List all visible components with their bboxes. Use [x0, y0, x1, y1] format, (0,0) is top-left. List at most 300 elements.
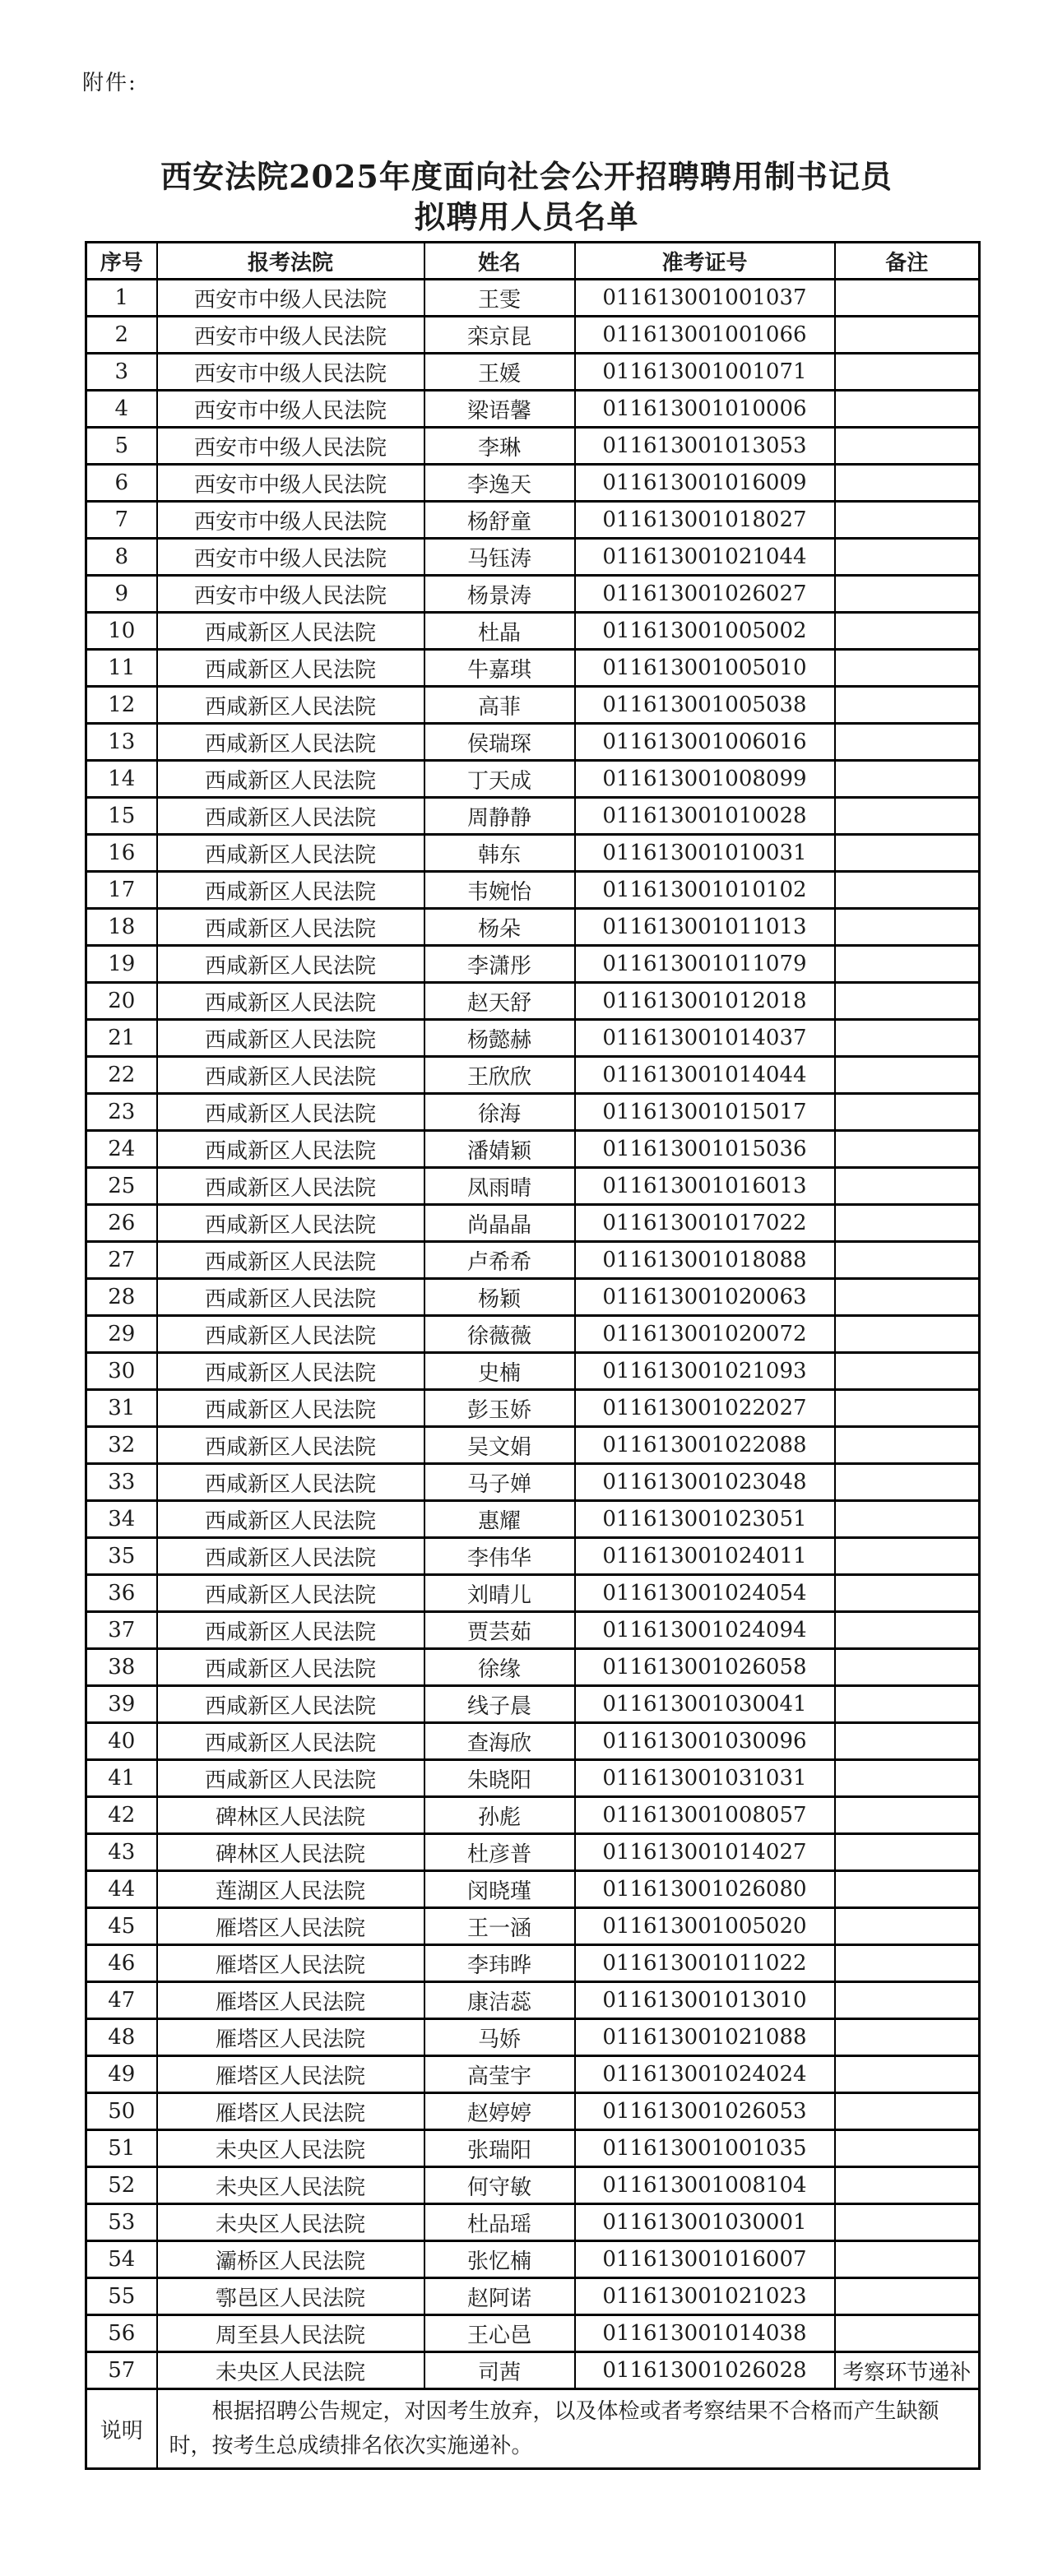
cell-seq: 47 — [86, 1982, 157, 2019]
table-row — [86, 1723, 980, 1760]
cell-remark — [835, 2241, 980, 2278]
note-row — [86, 2389, 980, 2469]
cell-seq: 27 — [86, 1242, 157, 1279]
cell-court: 西咸新区人民法院 — [157, 1464, 424, 1501]
cell-remark — [835, 2315, 980, 2352]
cell-name: 李伟华 — [424, 1538, 575, 1575]
cell-remark — [835, 909, 980, 946]
table-row — [86, 2278, 980, 2315]
table-row — [86, 1464, 980, 1501]
cell-remark — [835, 1094, 980, 1131]
cell-remark — [835, 1131, 980, 1168]
header-remark: 备注 — [835, 243, 980, 280]
cell-ticket: 011613001020063 — [575, 1279, 835, 1316]
cell-ticket: 011613001010028 — [575, 798, 835, 835]
cell-seq: 52 — [86, 2167, 157, 2204]
table-row — [86, 1538, 980, 1575]
cell-name: 何守敏 — [424, 2167, 575, 2204]
table-row — [86, 687, 980, 724]
cell-name: 高莹宇 — [424, 2056, 575, 2093]
cell-ticket: 011613001014037 — [575, 1020, 835, 1057]
cell-seq: 41 — [86, 1760, 157, 1797]
cell-court: 西咸新区人民法院 — [157, 1242, 424, 1279]
cell-court: 西咸新区人民法院 — [157, 1020, 424, 1057]
cell-remark — [835, 1982, 980, 2019]
table-row — [86, 946, 980, 983]
cell-remark — [835, 465, 980, 502]
cell-seq: 50 — [86, 2093, 157, 2130]
table-row — [86, 1871, 980, 1908]
cell-ticket: 011613001005038 — [575, 687, 835, 724]
cell-ticket: 011613001001037 — [575, 280, 835, 317]
cell-seq: 42 — [86, 1797, 157, 1834]
cell-name: 王欣欣 — [424, 1057, 575, 1094]
cell-court: 西咸新区人民法院 — [157, 1390, 424, 1427]
cell-name: 马钰涛 — [424, 539, 575, 576]
cell-court: 灞桥区人民法院 — [157, 2241, 424, 2278]
cell-seq: 7 — [86, 502, 157, 539]
table-row — [86, 317, 980, 354]
cell-remark — [835, 1649, 980, 1686]
cell-name: 徐海 — [424, 1094, 575, 1131]
cell-name: 史楠 — [424, 1353, 575, 1390]
cell-remark — [835, 798, 980, 835]
document-title-line1: 西安法院2025年度面向社会公开招聘聘用制书记员 — [160, 158, 893, 195]
table-row — [86, 1834, 980, 1871]
table-row — [86, 465, 980, 502]
cell-court: 西咸新区人民法院 — [157, 724, 424, 761]
cell-ticket: 011613001015017 — [575, 1094, 835, 1131]
cell-court: 西咸新区人民法院 — [157, 1723, 424, 1760]
cell-ticket: 011613001001066 — [575, 317, 835, 354]
cell-court: 西咸新区人民法院 — [157, 1427, 424, 1464]
cell-seq: 28 — [86, 1279, 157, 1316]
table-row — [86, 2315, 980, 2352]
cell-name: 杨懿赫 — [424, 1020, 575, 1057]
cell-name: 王雯 — [424, 280, 575, 317]
cell-seq: 38 — [86, 1649, 157, 1686]
cell-court: 雁塔区人民法院 — [157, 2019, 424, 2056]
cell-name: 赵天舒 — [424, 983, 575, 1020]
cell-remark — [835, 946, 980, 983]
cell-court: 西安市中级人民法院 — [157, 354, 424, 391]
cell-remark — [835, 1723, 980, 1760]
table-row — [86, 2019, 980, 2056]
table-row — [86, 1390, 980, 1427]
cell-court: 西咸新区人民法院 — [157, 983, 424, 1020]
cell-seq: 51 — [86, 2130, 157, 2167]
cell-court: 雁塔区人民法院 — [157, 1945, 424, 1982]
cell-remark — [835, 2019, 980, 2056]
table-row — [86, 1575, 980, 1612]
table-row — [86, 502, 980, 539]
cell-court: 周至县人民法院 — [157, 2315, 424, 2352]
cell-seq: 35 — [86, 1538, 157, 1575]
cell-seq: 13 — [86, 724, 157, 761]
cell-remark — [835, 1538, 980, 1575]
cell-court: 西安市中级人民法院 — [157, 428, 424, 465]
table-row — [86, 1982, 980, 2019]
cell-name: 丁天成 — [424, 761, 575, 798]
cell-seq: 12 — [86, 687, 157, 724]
roster-table — [85, 241, 981, 2470]
cell-ticket: 011613001026053 — [575, 2093, 835, 2130]
cell-remark — [835, 2056, 980, 2093]
table-row — [86, 1427, 980, 1464]
cell-ticket: 011613001010031 — [575, 835, 835, 872]
cell-ticket: 011613001014044 — [575, 1057, 835, 1094]
cell-seq: 39 — [86, 1686, 157, 1723]
cell-seq: 17 — [86, 872, 157, 909]
table-row — [86, 835, 980, 872]
cell-court: 西咸新区人民法院 — [157, 1760, 424, 1797]
cell-remark — [835, 317, 980, 354]
cell-seq: 18 — [86, 909, 157, 946]
cell-seq: 25 — [86, 1168, 157, 1205]
cell-seq: 9 — [86, 576, 157, 613]
cell-court: 西咸新区人民法院 — [157, 1131, 424, 1168]
table-row — [86, 1353, 980, 1390]
table-row — [86, 1760, 980, 1797]
cell-name: 栾京昆 — [424, 317, 575, 354]
cell-seq: 4 — [86, 391, 157, 428]
cell-ticket: 011613001001071 — [575, 354, 835, 391]
cell-ticket: 011613001024094 — [575, 1612, 835, 1649]
cell-court: 西咸新区人民法院 — [157, 1353, 424, 1390]
cell-court: 碑林区人民法院 — [157, 1797, 424, 1834]
note-label: 说明 — [86, 2389, 157, 2469]
cell-ticket: 011613001018088 — [575, 1242, 835, 1279]
table-row — [86, 1908, 980, 1945]
cell-remark — [835, 2167, 980, 2204]
cell-name: 查海欣 — [424, 1723, 575, 1760]
cell-name: 王一涵 — [424, 1908, 575, 1945]
table-row — [86, 2093, 980, 2130]
cell-name: 杜晶 — [424, 613, 575, 650]
cell-court: 未央区人民法院 — [157, 2130, 424, 2167]
cell-court: 碑林区人民法院 — [157, 1834, 424, 1871]
cell-court: 雁塔区人民法院 — [157, 2093, 424, 2130]
cell-seq: 48 — [86, 2019, 157, 2056]
cell-seq: 29 — [86, 1316, 157, 1353]
table-row — [86, 761, 980, 798]
cell-seq: 57 — [86, 2352, 157, 2389]
table-row — [86, 576, 980, 613]
cell-remark — [835, 872, 980, 909]
cell-remark — [835, 1686, 980, 1723]
cell-ticket: 011613001026058 — [575, 1649, 835, 1686]
cell-name: 凤雨晴 — [424, 1168, 575, 1205]
cell-remark — [835, 1760, 980, 1797]
table-row — [86, 1316, 980, 1353]
cell-ticket: 011613001026080 — [575, 1871, 835, 1908]
cell-name: 赵阿诺 — [424, 2278, 575, 2315]
cell-ticket: 011613001013053 — [575, 428, 835, 465]
header-name: 姓名 — [424, 243, 575, 280]
cell-remark — [835, 1020, 980, 1057]
cell-ticket: 011613001030041 — [575, 1686, 835, 1723]
cell-name: 杨颖 — [424, 1279, 575, 1316]
cell-seq: 30 — [86, 1353, 157, 1390]
cell-court: 西安市中级人民法院 — [157, 539, 424, 576]
cell-ticket: 011613001005020 — [575, 1908, 835, 1945]
cell-seq: 1 — [86, 280, 157, 317]
table-row — [86, 2352, 980, 2389]
cell-court: 雁塔区人民法院 — [157, 1908, 424, 1945]
cell-court: 鄠邑区人民法院 — [157, 2278, 424, 2315]
header-ticket: 准考证号 — [575, 243, 835, 280]
cell-seq: 14 — [86, 761, 157, 798]
cell-court: 西安市中级人民法院 — [157, 280, 424, 317]
cell-name: 线子晨 — [424, 1686, 575, 1723]
table-row — [86, 1131, 980, 1168]
cell-court: 西咸新区人民法院 — [157, 1686, 424, 1723]
table-row — [86, 1057, 980, 1094]
cell-court: 西咸新区人民法院 — [157, 798, 424, 835]
cell-remark — [835, 687, 980, 724]
cell-court: 西咸新区人民法院 — [157, 872, 424, 909]
cell-remark — [835, 1908, 980, 1945]
table-row — [86, 280, 980, 317]
cell-ticket: 011613001024011 — [575, 1538, 835, 1575]
cell-name: 牛嘉琪 — [424, 650, 575, 687]
cell-name: 闵晓瑾 — [424, 1871, 575, 1908]
table-row — [86, 1168, 980, 1205]
cell-ticket: 011613001012018 — [575, 983, 835, 1020]
cell-ticket: 011613001021088 — [575, 2019, 835, 2056]
cell-name: 尚晶晶 — [424, 1205, 575, 1242]
cell-court: 西咸新区人民法院 — [157, 946, 424, 983]
cell-ticket: 011613001014027 — [575, 1834, 835, 1871]
cell-name: 李逸天 — [424, 465, 575, 502]
cell-remark — [835, 1168, 980, 1205]
cell-court: 西安市中级人民法院 — [157, 391, 424, 428]
table-row — [86, 1094, 980, 1131]
cell-seq: 2 — [86, 317, 157, 354]
cell-court: 西咸新区人民法院 — [157, 650, 424, 687]
cell-remark — [835, 539, 980, 576]
table-row — [86, 1279, 980, 1316]
cell-ticket: 011613001024024 — [575, 2056, 835, 2093]
cell-ticket: 011613001030096 — [575, 1723, 835, 1760]
cell-court: 西安市中级人民法院 — [157, 576, 424, 613]
cell-ticket: 011613001018027 — [575, 502, 835, 539]
cell-name: 张瑞阳 — [424, 2130, 575, 2167]
cell-court: 西咸新区人民法院 — [157, 835, 424, 872]
cell-remark — [835, 391, 980, 428]
cell-seq: 44 — [86, 1871, 157, 1908]
table-row — [86, 872, 980, 909]
table-row — [86, 1797, 980, 1834]
cell-remark — [835, 2093, 980, 2130]
cell-remark — [835, 1575, 980, 1612]
cell-remark — [835, 613, 980, 650]
cell-name: 杨景涛 — [424, 576, 575, 613]
cell-name: 李玮晔 — [424, 1945, 575, 1982]
cell-name: 司茜 — [424, 2352, 575, 2389]
cell-ticket: 011613001005010 — [575, 650, 835, 687]
cell-court: 西咸新区人民法院 — [157, 613, 424, 650]
cell-ticket: 011613001017022 — [575, 1205, 835, 1242]
table-row — [86, 354, 980, 391]
cell-remark — [835, 354, 980, 391]
cell-seq: 54 — [86, 2241, 157, 2278]
cell-ticket: 011613001023048 — [575, 1464, 835, 1501]
table-footer — [86, 2389, 980, 2469]
cell-ticket: 011613001024054 — [575, 1575, 835, 1612]
cell-court: 未央区人民法院 — [157, 2352, 424, 2389]
table-row — [86, 909, 980, 946]
cell-court: 西咸新区人民法院 — [157, 1501, 424, 1538]
cell-name: 朱晓阳 — [424, 1760, 575, 1797]
cell-name: 侯瑞琛 — [424, 724, 575, 761]
cell-court: 西咸新区人民法院 — [157, 1649, 424, 1686]
table-header-row — [86, 243, 980, 280]
table-row — [86, 1020, 980, 1057]
table-row — [86, 2204, 980, 2241]
cell-remark — [835, 1612, 980, 1649]
table-body — [86, 280, 980, 2389]
cell-remark — [835, 502, 980, 539]
cell-seq: 16 — [86, 835, 157, 872]
cell-seq: 56 — [86, 2315, 157, 2352]
table-row — [86, 1945, 980, 1982]
cell-court: 莲湖区人民法院 — [157, 1871, 424, 1908]
cell-ticket: 011613001001035 — [575, 2130, 835, 2167]
table-row — [86, 613, 980, 650]
cell-court: 雁塔区人民法院 — [157, 1982, 424, 2019]
cell-name: 徐薇薇 — [424, 1316, 575, 1353]
cell-remark — [835, 1205, 980, 1242]
cell-name: 杜品瑶 — [424, 2204, 575, 2241]
cell-remark — [835, 280, 980, 317]
cell-name: 贾芸茹 — [424, 1612, 575, 1649]
cell-name: 卢希希 — [424, 1242, 575, 1279]
cell-remark — [835, 1390, 980, 1427]
header-seq: 序号 — [86, 243, 157, 280]
cell-remark — [835, 835, 980, 872]
table-row — [86, 1649, 980, 1686]
cell-ticket: 011613001016009 — [575, 465, 835, 502]
cell-seq: 55 — [86, 2278, 157, 2315]
table-row — [86, 2167, 980, 2204]
cell-ticket: 011613001013010 — [575, 1982, 835, 2019]
cell-seq: 3 — [86, 354, 157, 391]
cell-ticket: 011613001026028 — [575, 2352, 835, 2389]
cell-court: 西咸新区人民法院 — [157, 761, 424, 798]
cell-ticket: 011613001016013 — [575, 1168, 835, 1205]
cell-name: 赵婷婷 — [424, 2093, 575, 2130]
cell-remark — [835, 576, 980, 613]
cell-remark — [835, 1945, 980, 1982]
cell-court: 西咸新区人民法院 — [157, 1205, 424, 1242]
cell-seq: 15 — [86, 798, 157, 835]
cell-name: 韦婉怡 — [424, 872, 575, 909]
table-row — [86, 2056, 980, 2093]
cell-name: 高菲 — [424, 687, 575, 724]
cell-remark — [835, 2204, 980, 2241]
note-text: 根据招聘公告规定，对因考生放弃，以及体检或者考察结果不合格而产生缺额时，按考生总成绩排名依次实施递补。 — [169, 2399, 939, 2458]
cell-ticket: 011613001008099 — [575, 761, 835, 798]
cell-ticket: 011613001021023 — [575, 2278, 835, 2315]
cell-seq: 46 — [86, 1945, 157, 1982]
cell-remark — [835, 650, 980, 687]
cell-seq: 11 — [86, 650, 157, 687]
cell-seq: 24 — [86, 1131, 157, 1168]
table-row — [86, 2241, 980, 2278]
table-row — [86, 1205, 980, 1242]
cell-name: 杨朵 — [424, 909, 575, 946]
cell-seq: 6 — [86, 465, 157, 502]
cell-remark — [835, 2130, 980, 2167]
table-row — [86, 1242, 980, 1279]
cell-remark — [835, 1057, 980, 1094]
cell-court: 未央区人民法院 — [157, 2204, 424, 2241]
cell-remark — [835, 1871, 980, 1908]
cell-seq: 10 — [86, 613, 157, 650]
note-text-cell — [157, 2389, 980, 2469]
cell-ticket: 011613001006016 — [575, 724, 835, 761]
cell-remark — [835, 1501, 980, 1538]
table-row — [86, 428, 980, 465]
cell-ticket: 011613001030001 — [575, 2204, 835, 2241]
cell-seq: 49 — [86, 2056, 157, 2093]
cell-ticket: 011613001008104 — [575, 2167, 835, 2204]
cell-court: 西咸新区人民法院 — [157, 1057, 424, 1094]
cell-ticket: 011613001021044 — [575, 539, 835, 576]
attachment-label: 附件: — [82, 71, 137, 95]
cell-court: 西咸新区人民法院 — [157, 1612, 424, 1649]
cell-court: 未央区人民法院 — [157, 2167, 424, 2204]
cell-ticket: 011613001022027 — [575, 1390, 835, 1427]
cell-name: 李潇彤 — [424, 946, 575, 983]
cell-name: 马子婵 — [424, 1464, 575, 1501]
table-row — [86, 1686, 980, 1723]
cell-seq: 33 — [86, 1464, 157, 1501]
cell-name: 王心邑 — [424, 2315, 575, 2352]
cell-name: 李琳 — [424, 428, 575, 465]
header-court: 报考法院 — [157, 243, 424, 280]
cell-remark — [835, 1464, 980, 1501]
cell-ticket: 011613001021093 — [575, 1353, 835, 1390]
cell-name: 惠耀 — [424, 1501, 575, 1538]
cell-court: 西咸新区人民法院 — [157, 1316, 424, 1353]
cell-ticket: 011613001005002 — [575, 613, 835, 650]
document-title-line2: 拟聘用人员名单 — [414, 198, 639, 235]
cell-seq: 22 — [86, 1057, 157, 1094]
cell-ticket: 011613001011022 — [575, 1945, 835, 1982]
cell-name: 徐缘 — [424, 1649, 575, 1686]
cell-remark — [835, 983, 980, 1020]
cell-seq: 43 — [86, 1834, 157, 1871]
cell-court: 西安市中级人民法院 — [157, 317, 424, 354]
cell-name: 杨舒童 — [424, 502, 575, 539]
cell-ticket: 011613001023051 — [575, 1501, 835, 1538]
cell-ticket: 011613001014038 — [575, 2315, 835, 2352]
cell-remark — [835, 1834, 980, 1871]
cell-ticket: 011613001011079 — [575, 946, 835, 983]
cell-ticket: 011613001020072 — [575, 1316, 835, 1353]
cell-name: 潘婧颖 — [424, 1131, 575, 1168]
cell-name: 孙彪 — [424, 1797, 575, 1834]
cell-seq: 23 — [86, 1094, 157, 1131]
cell-seq: 31 — [86, 1390, 157, 1427]
cell-court: 西咸新区人民法院 — [157, 687, 424, 724]
cell-name: 马娇 — [424, 2019, 575, 2056]
cell-name: 杜彦普 — [424, 1834, 575, 1871]
cell-court: 雁塔区人民法院 — [157, 2056, 424, 2093]
cell-seq: 5 — [86, 428, 157, 465]
